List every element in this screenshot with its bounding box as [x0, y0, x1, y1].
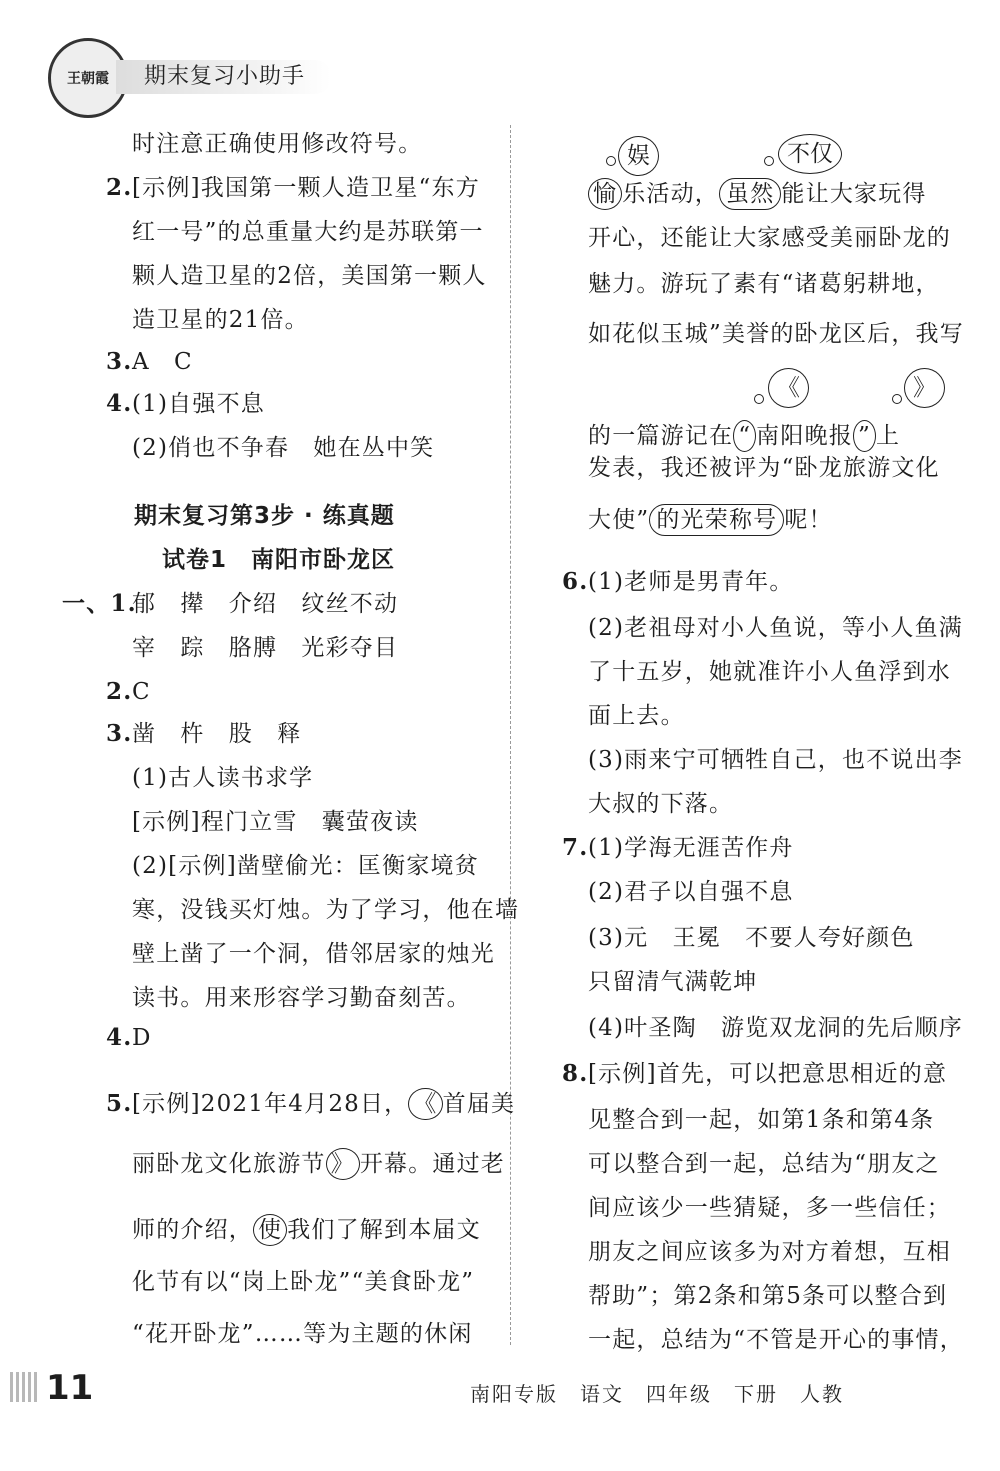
text-segment: 的一篇游记在 [588, 423, 734, 449]
text-line [132, 1214, 481, 1246]
paper-title: 试卷1 南阳市卧龙区 [162, 547, 396, 573]
correction-bubble [754, 394, 764, 404]
question-number: 4. [106, 1024, 133, 1051]
question-number: 3. [106, 348, 133, 375]
correction-circle: 愉 [588, 178, 622, 210]
text-line: A C [132, 349, 193, 375]
question-number: 3. [106, 720, 133, 747]
text-segment: 南阳晚报 [756, 423, 853, 449]
column-divider [510, 125, 511, 1345]
text-line: (1)自强不息 [132, 391, 265, 417]
question-number: 7. [562, 834, 589, 861]
text-segment: 首届美 [442, 1091, 516, 1117]
text-line: “花开卧龙”……等为主题的休闲 [132, 1321, 473, 1347]
page-header [38, 38, 368, 108]
text-line: 了十五岁，她就准许小人鱼浮到水 [588, 659, 951, 685]
text-segment: 呢！ [784, 507, 833, 533]
question-number: 5. [106, 1090, 133, 1117]
question-number: 一、1. [62, 590, 137, 617]
text-line: 红一号”的总重量大约是苏联第一 [132, 219, 484, 245]
text-segment: [示例]2021年4月28日， [132, 1091, 409, 1117]
text-line: [示例]首先，可以把意思相近的意 [588, 1061, 948, 1087]
text-line: (2)俏也不争春 她在丛中笑 [132, 435, 435, 461]
text-line: D [132, 1025, 152, 1051]
text-line: (3)雨来宁可牺牲自己，也不说出李 [588, 747, 963, 773]
text-line: 凿 杵 股 释 [132, 721, 302, 747]
text-line [588, 178, 927, 210]
text-line: [示例]我国第一颗人造卫星“东方 [132, 175, 480, 201]
text-line: 魅力。游玩了素有“诸葛躬耕地， [588, 271, 940, 297]
text-line [132, 1148, 505, 1180]
correction-circle: 使 [253, 1214, 287, 1246]
correction-circle: 虽然 [719, 178, 781, 210]
text-line: (1)古人读书求学 [132, 765, 314, 791]
correction-mark: 不仅 [778, 134, 842, 174]
text-segment: 我们了解到本届文 [287, 1217, 481, 1243]
text-line: 颗人造卫星的2倍，美国第一颗人 [132, 263, 487, 289]
text-line [132, 1088, 515, 1120]
text-line: 只留清气满乾坤 [588, 969, 758, 995]
text-segment: 开幕。通过老 [359, 1151, 506, 1177]
text-line: (2)君子以自强不息 [588, 879, 794, 905]
text-line: [示例]程门立雪 囊萤夜读 [132, 809, 419, 835]
correction-bubble [892, 394, 902, 404]
text-line: 见整合到一起，如第1条和第4条 [588, 1107, 935, 1133]
question-number: 2. [106, 678, 133, 705]
text-line: 面上去。 [588, 703, 685, 729]
correction-circle: 《 [408, 1088, 442, 1120]
text-segment: 丽卧龙文化旅游节 [132, 1151, 326, 1177]
correction-bubble [606, 156, 616, 166]
correction-circle: “ [733, 420, 756, 452]
text-line: 时注意正确使用修改符号。 [132, 131, 423, 157]
correction-bubble [764, 156, 774, 166]
page-number: 11 [46, 1368, 94, 1408]
text-line: 一起，总结为“不管是开心的事情， [588, 1327, 964, 1353]
qr-code-icon [10, 1372, 40, 1402]
correction-mark: 娱 [618, 136, 659, 176]
question-number: 8. [562, 1060, 589, 1087]
text-line: (2)[示例]凿壁偷光：匡衡家境贫 [132, 853, 479, 879]
text-line: 郁 撵 介绍 纹丝不动 [132, 591, 399, 617]
text-segment: 上 [875, 423, 901, 449]
text-line: (2)老祖母对小人鱼说，等小人鱼满 [588, 615, 963, 641]
text-line: 如花似玉城”美誉的卧龙区后，我写 [588, 321, 964, 347]
text-line: 宰 踪 胳膊 光彩夺目 [132, 635, 399, 661]
footer-info: 南阳专版 语文 四年级 下册 人教 [470, 1382, 844, 1406]
text-line: 壁上凿了一个洞，借邻居家的烛光 [132, 941, 495, 967]
correction-mark: 《 [768, 368, 809, 408]
question-number: 4. [106, 390, 133, 417]
text-line: 朋友之间应该多为对方着想，互相 [588, 1239, 951, 1265]
text-line: C [132, 679, 151, 705]
text-line: 造卫星的21倍。 [132, 307, 309, 333]
text-line: (4)叶圣陶 游览双龙洞的先后顺序 [588, 1015, 963, 1041]
correction-circle: 的光荣称号 [649, 504, 784, 536]
text-line: 发表，我还被评为“卧龙旅游文化 [588, 455, 940, 481]
correction-circle: ” [853, 420, 876, 452]
text-line: (1)学海无涯苦作舟 [588, 835, 794, 861]
text-segment: 乐活动， [622, 181, 720, 207]
section-title: 期末复习第3步 · 练真题 [134, 503, 395, 529]
text-line: 帮助”；第2条和第5条可以整合到 [588, 1283, 948, 1309]
brand-logo: 王朝霞 [48, 38, 128, 118]
text-segment: 师的介绍， [132, 1217, 253, 1243]
text-line: 间应该少一些猜疑，多一些信任； [588, 1195, 951, 1221]
text-line: 化节有以“岗上卧龙”“美食卧龙” [132, 1269, 475, 1295]
text-line [588, 420, 900, 452]
text-line: 开心，还能让大家感受美丽卧龙的 [588, 225, 951, 251]
correction-mark: 》 [904, 368, 945, 408]
text-line: 大叔的下落。 [588, 791, 734, 817]
text-line [588, 504, 833, 536]
question-number: 2. [106, 174, 133, 201]
text-line: 寒，没钱买灯烛。为了学习，他在墙 [132, 897, 520, 923]
text-line: 可以整合到一起，总结为“朋友之 [588, 1151, 940, 1177]
correction-circle: 》 [326, 1148, 360, 1180]
text-segment: 能让大家玩得 [781, 181, 927, 207]
header-title: 期末复习小助手 [116, 60, 331, 94]
text-line: (1)老师是男青年。 [588, 569, 794, 595]
text-line: (3)元 王冕 不要人夸好颜色 [588, 925, 915, 951]
question-number: 6. [562, 568, 589, 595]
text-line: 读书。用来形容学习勤奋刻苦。 [132, 985, 471, 1011]
text-segment: 大使” [588, 507, 650, 533]
